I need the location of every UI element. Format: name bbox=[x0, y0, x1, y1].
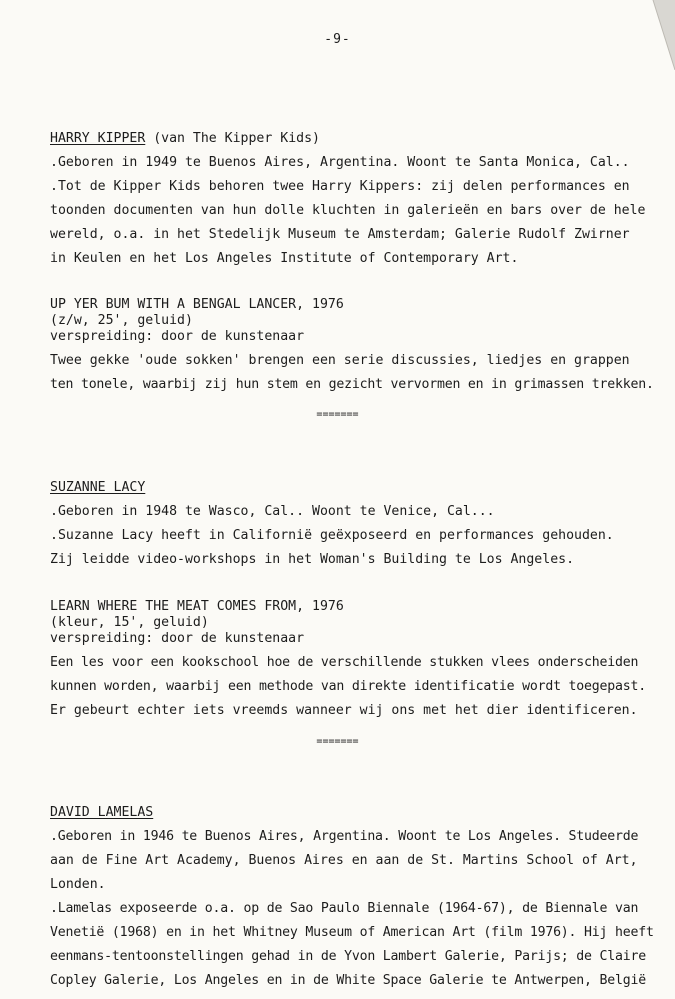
work-distribution: verspreiding: door de kunstenaar bbox=[50, 329, 305, 344]
artist-name: SUZANNE LACY bbox=[50, 480, 146, 495]
work-distribution: verspreiding: door de kunstenaar bbox=[50, 631, 305, 646]
bio-line: .Geboren in 1948 te Wasco, Cal.. Woont te Venice, Cal... bbox=[50, 504, 495, 519]
description-line: Twee gekke 'oude sokken' brengen een serie discussies, liedjes en grappen bbox=[50, 353, 630, 368]
bio-line: .Lamelas exposeerde o.a. op de Sao Paulo Biennale (1964-67), de Biennale van bbox=[50, 901, 639, 916]
artist-heading-line bbox=[50, 805, 153, 821]
bio-line: Venetië (1968) en in het Whitney Museum of American Art (film 1976). Hij heeft bbox=[50, 925, 654, 940]
section-divider: ======= bbox=[316, 736, 359, 747]
bio-line: Zij leidde video-workshops in het Woman's Building te Los Angeles. bbox=[50, 552, 575, 567]
artist-name: DAVID LAMELAS bbox=[50, 805, 154, 820]
work-detail: (z/w, 25', geluid) bbox=[50, 313, 193, 328]
bio-line: .Tot de Kipper Kids behoren twee Harry Kippers: zij delen performances en bbox=[50, 179, 630, 194]
bio-line: .Geboren in 1949 te Buenos Aires, Argentina. Woont te Santa Monica, Cal.. bbox=[50, 155, 630, 170]
page-number: -9- bbox=[324, 32, 351, 47]
work-title: LEARN WHERE THE MEAT COMES FROM, 1976 bbox=[50, 599, 344, 614]
bio-line: Copley Galerie, Los Angeles en in de White Space Galerie te Antwerpen, België bbox=[50, 973, 646, 988]
description-line: ten tonele, waarbij zij hun stem en gezicht vervormen en in grimassen trekken. bbox=[50, 377, 654, 392]
section-divider: ======= bbox=[316, 409, 359, 420]
work-title: UP YER BUM WITH A BENGAL LANCER, 1976 bbox=[50, 297, 344, 312]
artist-heading-line bbox=[50, 480, 145, 496]
bio-line: wereld, o.a. in het Stedelijk Museum te Amsterdam; Galerie Rudolf Zwirner bbox=[50, 227, 630, 242]
description-line: Een les voor een kookschool hoe de verschillende stukken vlees onderscheiden bbox=[50, 655, 639, 670]
bio-line: eenmans-tentoonstellingen gehad in de Yvon Lambert Galerie, Parijs; de Claire bbox=[50, 949, 646, 964]
bio-line: .Suzanne Lacy heeft in Californië geëxposeerd en performances gehouden. bbox=[50, 528, 614, 543]
bio-line: toonden documenten van hun dolle kluchten in galerieën en bars over de hele bbox=[50, 203, 646, 218]
artist-heading-line bbox=[50, 131, 320, 147]
bio-line: aan de Fine Art Academy, Buenos Aires en aan de St. Martins School of Art, bbox=[50, 853, 638, 868]
bio-line: Londen. bbox=[50, 877, 106, 892]
artist-name-suffix: (van The Kipper Kids) bbox=[145, 131, 320, 146]
artist-name: HARRY KIPPER bbox=[50, 131, 146, 146]
description-line: kunnen worden, waarbij een methode van direkte identificatie wordt toegepast. bbox=[50, 679, 646, 694]
bio-line: in Keulen en het Los Angeles Institute of Contemporary Art. bbox=[50, 251, 519, 266]
work-detail: (kleur, 15', geluid) bbox=[50, 615, 209, 630]
description-line: Er gebeurt echter iets vreemds wanneer wij ons met het dier identificeren. bbox=[50, 703, 638, 718]
bio-line: .Geboren in 1946 te Buenos Aires, Argentina. Woont te Los Angeles. Studeerde bbox=[50, 829, 639, 844]
